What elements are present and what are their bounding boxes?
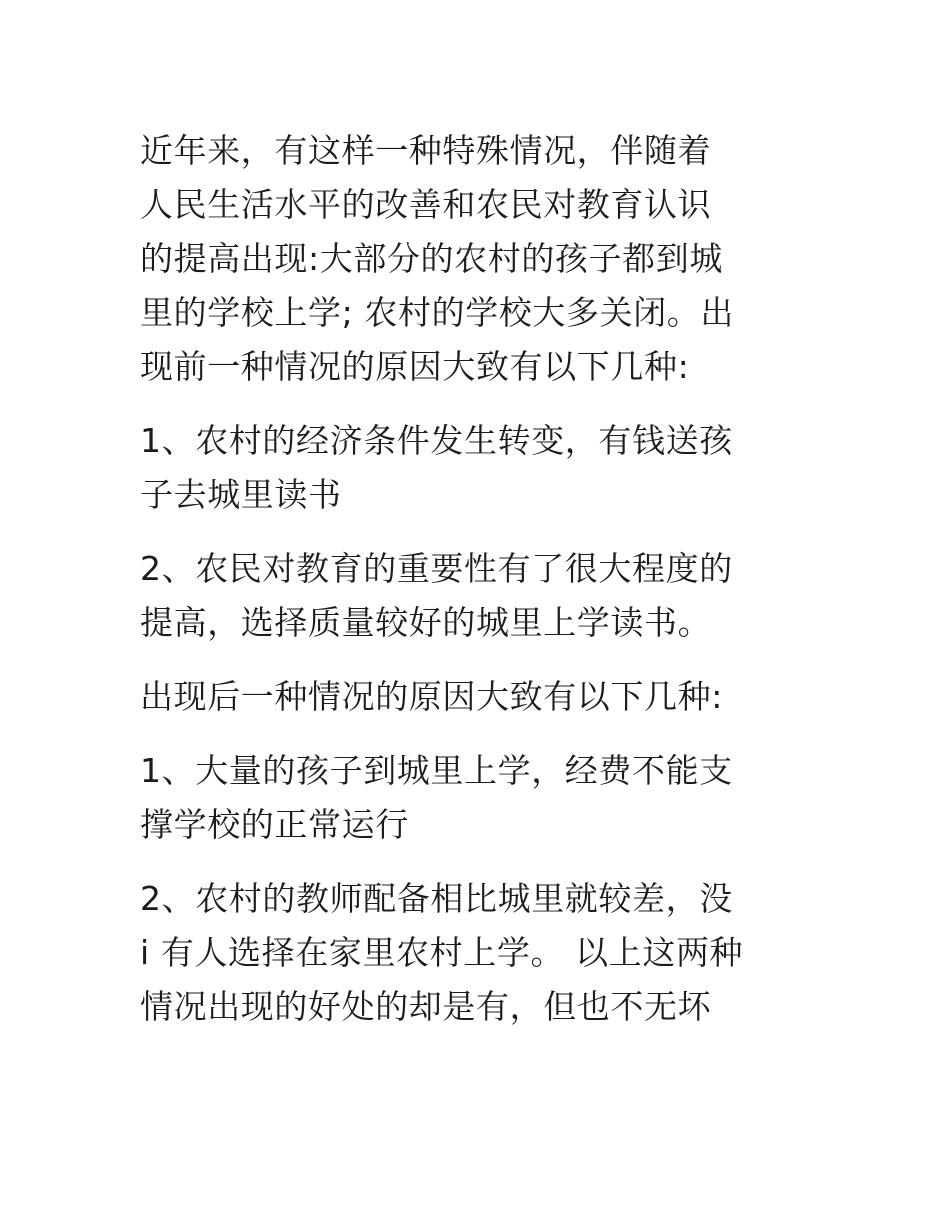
text-line: 撑学校的正常运行 xyxy=(140,805,409,844)
text-line: 1、大量的孩子到城里上学，经费不能支 xyxy=(140,751,733,790)
document-body xyxy=(140,124,820,1054)
paragraph-closure-reason-1 xyxy=(140,744,820,852)
paragraph-second-heading xyxy=(140,670,820,724)
text-line: 现前一种情况的原因大致有以下几种: xyxy=(140,347,690,386)
text-line: 情况出现的好处的却是有，但也不无坏 xyxy=(140,987,712,1026)
paragraph-closure-reason-2 xyxy=(140,872,820,1034)
text-line: i 有人选择在家里农村上学。 以上这两种 xyxy=(140,933,744,972)
text-line: 提高，选择质量较好的城里上学读书。 xyxy=(140,603,712,642)
text-line: 里的学校上学; 农村的学校大多关闭。出 xyxy=(140,293,735,332)
text-line: 出现后一种情况的原因大致有以下几种: xyxy=(140,677,723,716)
paragraph-reason-1 xyxy=(140,414,820,522)
text-line: 的提高出现:大部分的农村的孩子都到城 xyxy=(140,239,723,278)
text-line: 人民生活水平的改善和农民对教育认识 xyxy=(140,185,712,224)
text-line: 2、农村的教师配备相比城里就较差，没 xyxy=(140,879,733,918)
paragraph-reason-2 xyxy=(140,542,820,650)
text-line: 近年来，有这样一种特殊情况，伴随着 xyxy=(140,131,712,170)
text-line: 2、农民对教育的重要性有了很大程度的 xyxy=(140,549,733,588)
text-line: 1、农村的经济条件发生转变，有钱送孩 xyxy=(140,421,733,460)
paragraph-intro xyxy=(140,124,820,394)
text-line: 子去城里读书 xyxy=(140,475,342,514)
